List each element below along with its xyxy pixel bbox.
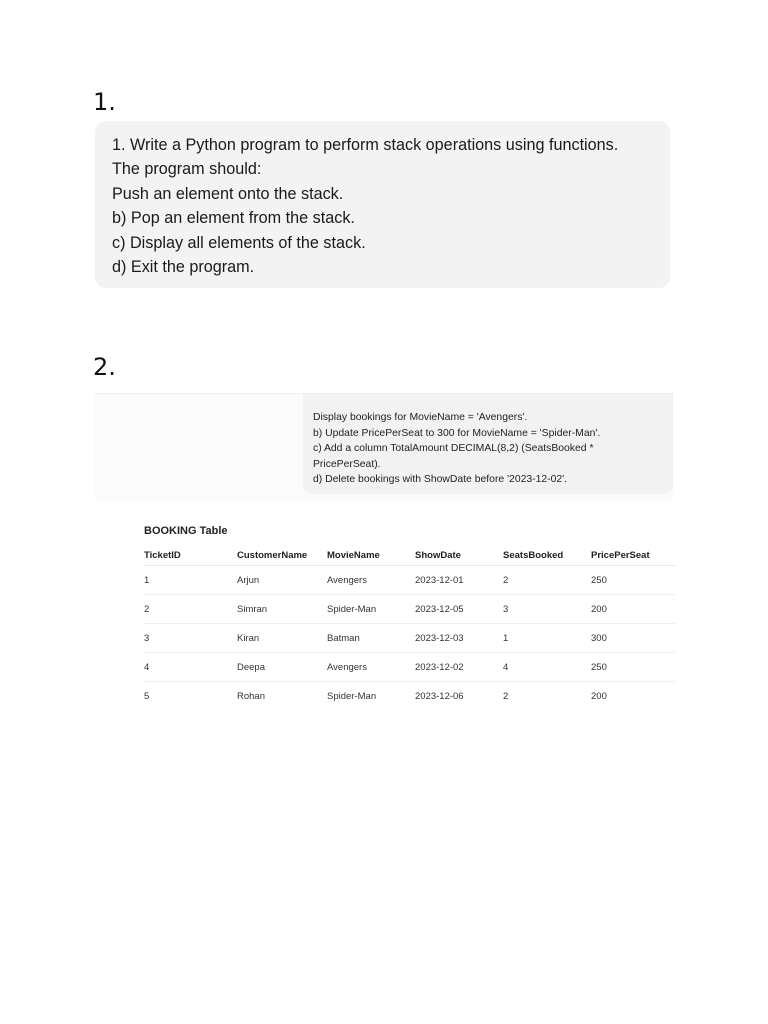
table-row	[144, 682, 675, 711]
question-2-prompt-line: c) Add a column TotalAmount DECIMAL(8,2) (SeatsBooked *	[313, 443, 594, 454]
table-cell: Avengers	[327, 653, 415, 682]
table-row	[144, 653, 675, 682]
table-cell: 3	[503, 595, 591, 624]
table-cell: 5	[144, 690, 150, 702]
column-header-ticketid: TicketID	[144, 545, 237, 566]
table-cell: 200	[591, 690, 607, 702]
column-header-showdate: ShowDate	[415, 545, 503, 566]
table-cell: 300	[591, 624, 675, 653]
column-header-moviename: MovieName	[327, 545, 415, 566]
table-cell: 2023-12-05	[415, 595, 503, 624]
table-cell: 1	[503, 624, 591, 653]
table-header-row	[144, 545, 675, 566]
question-2-number: 2.	[93, 353, 116, 381]
table-cell: 250	[591, 653, 675, 682]
question-2-prompt-line: Display bookings for MovieName = 'Avengers'.	[313, 412, 528, 423]
table-row	[144, 624, 675, 653]
table-cell: Kiran	[237, 624, 327, 653]
question-1-line: d) Exit the program.	[112, 258, 255, 277]
question-1-card	[95, 121, 670, 288]
table-cell: Simran	[237, 595, 327, 624]
table-cell: Arjun	[237, 566, 327, 595]
table-cell: 200	[591, 595, 675, 624]
booking-table	[144, 545, 675, 710]
table-cell: 4	[503, 653, 591, 682]
table-cell: 2023-12-06	[415, 690, 464, 702]
question-2-prompt-line: PricePerSeat).	[313, 458, 381, 470]
question-1-line: c) Display all elements of the stack.	[112, 233, 366, 252]
table-row	[144, 566, 675, 595]
column-header-customername: CustomerName	[237, 545, 327, 566]
question-1-number: 1.	[93, 88, 116, 116]
table-cell: Spider-Man	[327, 690, 377, 702]
table-row	[144, 595, 675, 624]
table-cell: 1	[144, 566, 237, 595]
table-cell: 2	[503, 690, 509, 702]
table-cell: 3	[144, 624, 237, 653]
question-2-prompt-line: b) Update PricePerSeat to 300 for MovieName = 'Spider-Man'.	[313, 427, 601, 439]
table-cell: Spider-Man	[327, 595, 415, 624]
question-2-prompt-bubble	[303, 394, 673, 494]
question-1-line: The program should:	[112, 160, 262, 179]
table-title: BOOKING Table	[144, 525, 228, 537]
table-cell: 2023-12-02	[415, 653, 503, 682]
table-cell: 250	[591, 566, 675, 595]
question-2-prompt-line: d) Delete bookings with ShowDate before '2023-12-02'.	[313, 474, 568, 485]
question-1-line: 1. Write a Python program to perform stack operations using functions.	[112, 136, 619, 154]
table-cell: 2	[144, 595, 237, 624]
column-header-priceperseat: PricePerSeat	[591, 545, 675, 566]
booking-table-area	[95, 501, 673, 723]
table-cell: Rohan	[237, 690, 265, 702]
table-cell: Deepa	[237, 653, 327, 682]
column-header-seatsbooked: SeatsBooked	[503, 545, 591, 566]
question-2-screenshot	[95, 393, 673, 723]
table-cell: Avengers	[327, 566, 415, 595]
table-cell: Batman	[327, 624, 415, 653]
table-cell: 2023-12-01	[415, 566, 503, 595]
question-1-line: b) Pop an element from the stack.	[112, 209, 355, 228]
question-1-line: Push an element onto the stack.	[112, 184, 344, 203]
table-cell: 2	[503, 566, 591, 595]
table-cell: 4	[144, 653, 237, 682]
table-cell: 2023-12-03	[415, 624, 503, 653]
